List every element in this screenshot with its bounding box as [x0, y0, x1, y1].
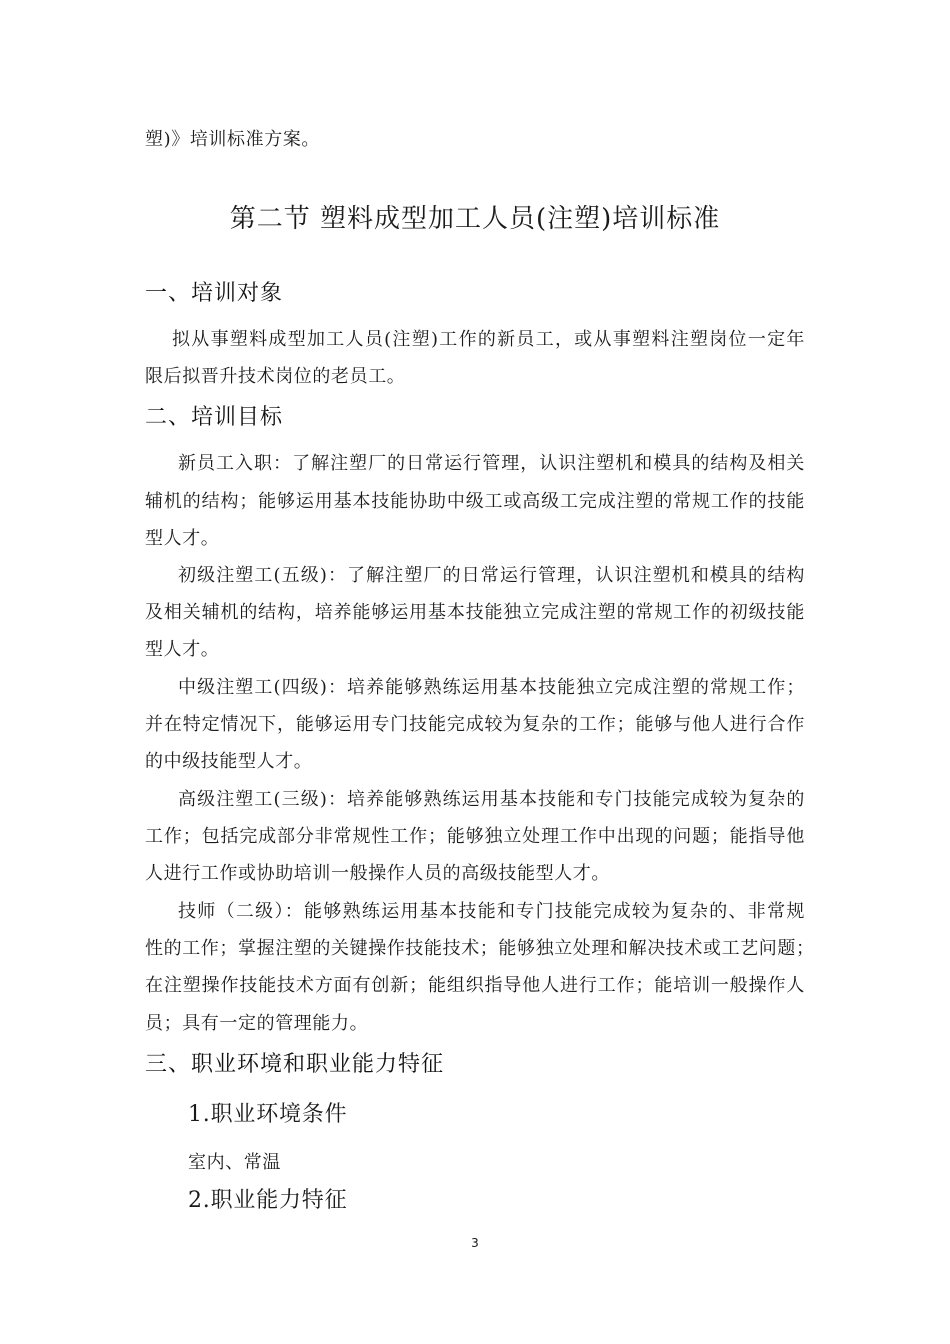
paragraph-line: 的中级技能型人才。 — [145, 751, 313, 772]
paragraph-line: 在注塑操作技能技术方面有创新；能组织指导他人进行工作；能培训一般操作人 — [145, 975, 805, 996]
paragraph-line: 限后拟晋升技术岗位的老员工。 — [145, 366, 406, 387]
paragraph-line: 型人才。 — [145, 639, 220, 660]
paragraph-line: 高级注塑工(三级)：培养能够熟练运用基本技能和专门技能完成较为复杂的 — [178, 789, 805, 810]
section-heading-occupational-environment: 三、职业环境和职业能力特征 — [145, 1052, 445, 1077]
paragraph-line: 及相关辅机的结构，培养能够运用基本技能独立完成注塑的常规工作的初级技能 — [145, 602, 805, 623]
paragraph-line: 员；具有一定的管理能力。 — [145, 1013, 369, 1034]
section-heading-training-target: 一、培训对象 — [145, 281, 284, 306]
subsection-title-environment-conditions: 1.职业环境条件 — [188, 1102, 348, 1127]
continuation-line: 塑)》培训标准方案。 — [145, 129, 321, 150]
section-heading-training-goals: 二、培训目标 — [145, 405, 284, 430]
paragraph-line: 性的工作；掌握注塑的关键操作技能技术；能够独立处理和解决技术或工艺问题； — [145, 938, 815, 959]
paragraph-line: 初级注塑工(五级)：了解注塑厂的日常运行管理，认识注塑机和模具的结构 — [178, 565, 805, 586]
paragraph-line: 中级注塑工(四级)：培养能够熟练运用基本技能独立完成注塑的常规工作； — [178, 677, 805, 698]
paragraph-line: 拟从事塑料成型加工人员(注塑)工作的新员工，或从事塑料注塑岗位一定年 — [172, 329, 805, 350]
paragraph-line: 并在特定情况下，能够运用专门技能完成较为复杂的工作；能够与他人进行合作 — [145, 714, 805, 735]
subsection-title-ability-features: 2.职业能力特征 — [188, 1188, 348, 1213]
paragraph-line: 技师（二级）：能够熟练运用基本技能和专门技能完成较为复杂的、非常规 — [178, 901, 805, 922]
paragraph-line: 新员工入职：了解注塑厂的日常运行管理，认识注塑机和模具的结构及相关 — [178, 453, 805, 474]
paragraph-line: 人进行工作或协助培训一般操作人员的高级技能型人才。 — [145, 863, 610, 884]
paragraph-line: 工作；包括完成部分非常规性工作；能够独立处理工作中出现的问题；能指导他 — [145, 826, 805, 847]
page-number: 3 — [471, 1236, 479, 1250]
paragraph-line: 型人才。 — [145, 528, 220, 549]
paragraph-line: 辅机的结构；能够运用基本技能协助中级工或高级工完成注塑的常规工作的技能 — [145, 491, 805, 512]
chapter-title: 第二节 塑料成型加工人员(注塑)培训标准 — [229, 204, 721, 234]
subsection-text: 室内、常温 — [188, 1152, 281, 1173]
